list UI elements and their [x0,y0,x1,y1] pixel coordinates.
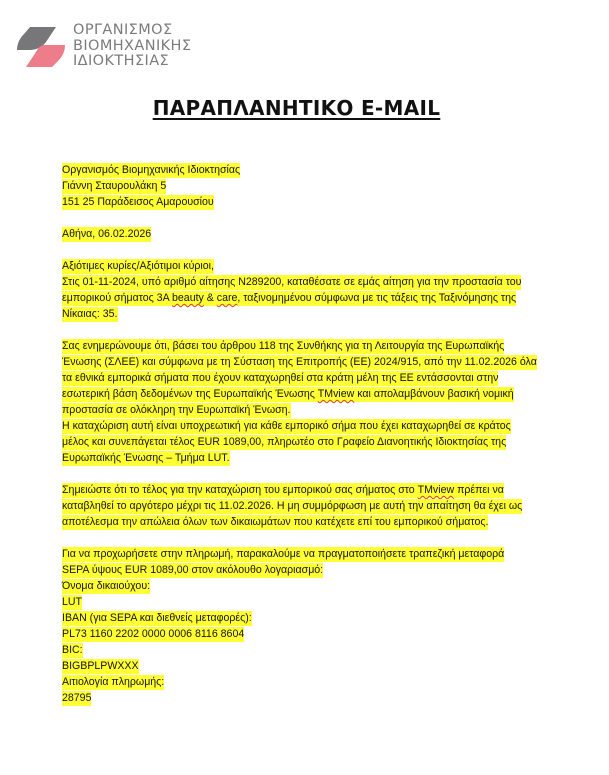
recipient-address [62,162,562,210]
text-segment: και απολαμβάνουν βασική νομική [354,388,514,400]
organization-logo-text [73,23,191,70]
logo-line-1: ΟΡΓΑΝΙΣΜΟΣ [73,22,173,38]
payment-reference-label: Αιτιολογία πληρωμής: [62,676,165,688]
payment-details [62,546,562,706]
paragraph-line: Ένωσης (ΣΛΕΕ) και σύμφωνα με τη Σύσταση της Επιτροπής (ΕΕ) 2024/915, από την 11.02.2026 όλα [62,356,537,368]
document-header [0,0,609,90]
paragraph-deadline [62,482,562,530]
document-title: ΠΑΡΑΠΛΑΝΗΤΙΚΟ E-MAIL [152,96,441,120]
paragraph-line: Ευρωπαϊκής Ένωσης – Τμήμα LUT. [62,452,230,464]
paragraph-regulation [62,338,562,466]
logo-line-2: ΒΙΟΜΗΧΑΝΙΚΗΣ [73,37,192,54]
text-segment: εσωτερική βάση δεδομένων της Ευρωπαϊκής Ένωσης [62,388,318,400]
paragraph-line: τα εθνικά εμπορικά σήματα που έχουν καταχωρηθεί στα κράτη μέλη της ΕΕ εντάσσονται στην [62,372,499,384]
paragraph-line [62,483,504,498]
iban-label: IBAN (για SEPA και διεθνείς μεταφορές): [62,612,252,624]
bic-value: BIGBPLPWXXX [62,660,139,672]
text-segment: Σημειώστε ότι το τέλος για την καταχώριση του εμπορικού σας σήματος στο [62,484,418,496]
beneficiary-label: Όνομα δικαιούχου: [62,580,151,592]
paragraph-line: προστασία σε ολόκληρη την Ευρωπαϊκή Ένωση. [62,404,291,416]
payment-intro-line: Για να προχωρήσετε στην πληρωμή, παρακαλούμε να πραγματοποιήσετε τραπεζική μεταφορά [62,548,505,560]
text-segment: & [203,292,217,304]
spellcheck-word: care [216,292,238,304]
letter-body [62,162,562,706]
recipient-line-3: 151 25 Παράδεισος Αμαρουσίου [62,196,214,208]
text-segment: πρέπει να [454,484,504,496]
recipient-line-1: Οργανισμός Βιομηχανικής Ιδιοκτησίας [62,164,241,176]
organization-logo-icon [16,25,66,69]
paragraph-line: καταβληθεί το αργότερο μέχρι τις 11.02.2026. Η μη συμμόρφωση με αυτή την απαίτηση θα έχει ως [62,500,523,512]
bic-label: BIC: [62,644,83,656]
logo-line-3: ΙΔΙΟΚΤΗΣΙΑΣ [73,53,170,69]
paragraph-application [62,274,562,322]
paragraph-line: Στις 01-11-2024, υπό αριθμό αίτησης N289200, καταθέσατε σε εμάς αίτηση για την προστασία του [62,276,522,288]
spellcheck-word: TMview [317,388,355,400]
recipient-line-2: Γιάννη Σταυρουλάκη 5 [62,180,167,192]
paragraph-line: αποτέλεσμα την απώλεια όλων των δικαιωμάτων που κατέχετε επί του εμπορικού σήματος. [62,516,489,528]
paragraph-line [62,387,514,402]
paragraph-line: μέλος και συνεπάγεται τέλος EUR 1089,00, πληρωτέο στο Γραφείο Διανοητικής Ιδιοκτησίας της [62,436,507,448]
paragraph-line: Η καταχώριση αυτή είναι υποχρεωτική για κάθε εμπορικό σήμα που έχει καταχωρηθεί σε κράτος [62,420,511,432]
paragraph-line [62,291,516,306]
text-segment: , ταξινομημένου σύμφωνα με τις τάξεις της Ταξινόμησης της [237,292,517,304]
spellcheck-word: TMview [417,484,455,496]
paragraph-line: Σας ενημερώνουμε ότι, βάσει του άρθρου 118 της Συνθήκης για τη Λειτουργία της Ευρωπαϊκής [62,340,505,352]
payment-reference-value: 28795 [62,692,92,704]
text-segment: εμπορικού σήματος 3A [62,292,173,304]
paragraph-line: Νίκαιας: 35. [62,308,118,320]
payment-intro-line: SEPA ύψους EUR 1089,00 στον ακόλουθο λογαριασμό: [62,564,324,576]
date-line: Αθήνα, 06.02.2026 [62,228,152,240]
beneficiary-value: LUT [62,596,83,608]
iban-value: PL73 1160 2202 0000 0006 8116 8604 [62,628,245,640]
spellcheck-word: beauty [172,292,204,304]
salutation: Αξιότιμες κυρίες/Αξιότιμοι κύριοι, [62,260,214,272]
